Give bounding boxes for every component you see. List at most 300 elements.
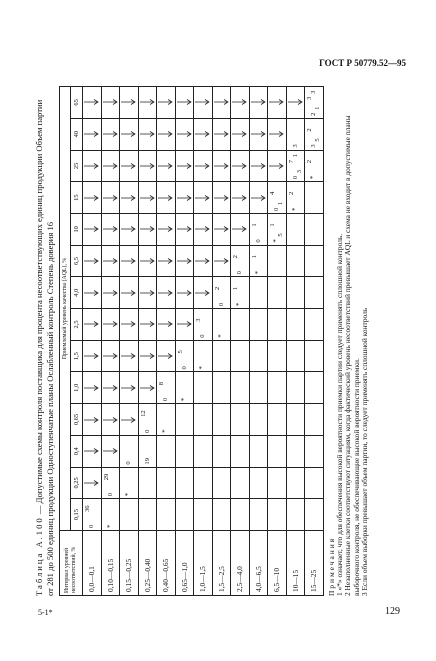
plan-cell [157,277,176,309]
full-inspection-mark: * [161,429,169,433]
plan-value: 36 [84,505,91,512]
arrow-down-icon [121,417,136,423]
plan-cell [212,182,231,214]
plan-cell [120,340,139,372]
plan-cell [305,467,324,499]
plan-value: 0 [162,397,169,402]
arrow-down-icon [158,163,173,169]
table-row [286,87,305,596]
plan-cell [83,499,102,531]
plan-cell [231,245,250,277]
plan-cell [212,87,231,119]
range-cell: 0,15—0,25 [120,531,139,596]
plan-cell [249,245,268,277]
plan-cell [175,340,194,372]
arrow-down-icon [232,99,247,105]
arrow-down-icon [103,417,118,423]
aql-header-cell: 0,15 [71,499,83,531]
arrow-down-icon [177,321,192,327]
plan-cell [157,435,176,467]
arrow-down-icon [195,131,210,137]
plan-cell [175,150,194,182]
plan-cell [175,467,194,499]
arrow-down-icon [214,195,229,201]
plan-cell [83,150,102,182]
table-row [194,87,213,596]
table-row [175,87,194,596]
plan-cell [83,245,102,277]
plan-cell [286,118,305,150]
plan-value: 0 [199,334,206,338]
arrow-down-icon [84,131,99,137]
plan-cell [157,340,176,372]
plan-cell [120,87,139,119]
plan-value: 2 [232,255,239,259]
arrow-down-icon [103,163,118,169]
plan-cell [268,467,287,499]
plan-cell [305,150,324,182]
plan-cell [101,435,120,467]
plan-value: 1 [250,255,258,259]
plan-cell [120,435,139,467]
plan-cell [120,404,139,436]
plan-cell [194,87,213,119]
full-inspection-mark: * [216,334,225,338]
arrow-down-icon [103,99,118,105]
table-caption [34,91,56,596]
plan-cell [305,435,324,467]
full-inspection-mark: * [198,365,206,370]
plan-cell [286,435,305,467]
plan-cell [231,150,250,182]
arrow-down-icon [214,258,229,264]
table-row [120,87,139,596]
aql-header-row [71,87,83,596]
arrow-down-icon [140,99,155,105]
plan-value: 0 [88,524,95,528]
plan-cell [249,467,268,499]
plan-value: 4 [269,191,276,195]
range-cell: 1,0—1,5 [194,531,213,596]
plan-cell [138,150,157,182]
plan-cell [305,404,324,436]
arrow-down-icon [158,321,173,327]
range-cell: 10—15 [286,531,305,596]
arrow-down-icon [177,226,192,232]
plan-cell [305,340,324,372]
plan-cell [286,245,305,277]
plan-cell [212,499,231,531]
plan-cell [268,340,287,372]
arrow-down-icon [121,385,136,391]
note-1: 1 «*» означает, что для обеспечения высокой вероятности приемки партии следует применять сплошной контроль. [334,233,344,596]
arrow-down-icon [103,258,118,264]
plan-cell [249,213,268,245]
plan-cell [194,499,213,531]
aql-header-cell: 65 [71,87,83,119]
arrow-down-icon [103,195,118,201]
plan-cell [268,87,287,119]
arrow-down-icon [158,226,173,232]
aql-super-header: Приемлемый уровень качества (AQL), % [60,87,71,531]
plan-cell [138,213,157,245]
plan-cell [101,87,120,119]
table-row [83,87,102,596]
aql-header-cell: 10 [71,213,83,245]
plan-cell [194,245,213,277]
arrow-down-icon [121,353,136,359]
plan-cell [138,87,157,119]
plan-cell [83,213,102,245]
acceptance-table [59,86,324,596]
plan-cell [231,340,250,372]
arrow-down-icon [121,226,136,232]
arrow-down-icon [84,353,99,359]
table-row [101,87,120,596]
plan-cell [157,87,176,119]
plan-cell [212,372,231,404]
notes-title: Примечания [326,536,336,596]
plan-value: 2 [213,286,221,291]
range-cell: 1,5—2,5 [212,531,231,596]
plan-cell [249,340,268,372]
plan-cell [175,213,194,245]
plan-cell [249,182,268,214]
arrow-down-icon [288,99,303,105]
arrow-down-icon [140,163,155,169]
aql-header-cell: 0,4 [71,435,83,467]
range-cell: 0,25—0,40 [138,531,157,596]
plan-cell [83,87,102,119]
plan-cell [212,245,231,277]
full-inspection-mark: * [290,207,299,211]
plan-cell [286,87,305,119]
arrow-down-icon [195,290,210,296]
plan-cell [231,372,250,404]
plan-cell [305,309,324,341]
arrow-down-icon [103,385,118,391]
plan-cell [138,277,157,309]
plan-cell [249,499,268,531]
plan-cell [305,277,324,309]
aql-header-cell: 1,5 [71,340,83,372]
plan-value: 1 [291,153,299,158]
arrow-down-icon [103,321,118,327]
plan-value: 2 [306,159,313,164]
plan-cell [120,467,139,499]
arrow-down-icon [84,99,99,105]
plan-cell [286,372,305,404]
plan-value: 1 [314,106,321,110]
plan-value: 3 [195,318,202,322]
plan-cell [231,467,250,499]
plan-cell [194,118,213,150]
arrow-down-icon [195,99,210,105]
arrow-down-icon [177,290,192,296]
document-header: ГОСТ Р 50779.52—95 [319,58,406,68]
plan-cell [249,309,268,341]
arrow-down-icon [103,226,118,232]
arrow-down-icon [121,99,136,105]
plan-cell [175,277,194,309]
plan-cell [120,372,139,404]
plan-cell [138,467,157,499]
aql-header-cell: 4,0 [71,277,83,309]
arrow-down-icon [121,321,136,327]
plan-cell [194,372,213,404]
plan-value: 3 [310,90,317,94]
plan-cell [157,467,176,499]
plan-cell [157,245,176,277]
arrow-down-icon [84,417,99,423]
plan-cell [286,213,305,245]
sheet-mark: 5-1* [38,608,53,617]
plan-value: 1 [269,223,276,227]
plan-cell [268,118,287,150]
plan-cell [249,404,268,436]
plan-cell [249,87,268,119]
plan-cell [194,340,213,372]
plan-cell [212,309,231,341]
arrow-down-icon [103,131,118,137]
plan-cell [286,404,305,436]
arrow-down-icon [214,131,229,137]
table-body [83,87,324,596]
plan-value: 0 [291,175,299,180]
arrow-down-icon [232,131,247,137]
plan-value: 3 [306,96,313,100]
plan-cell [305,118,324,150]
arrow-down-icon [103,448,118,454]
plan-cell [231,213,250,245]
plan-cell [157,404,176,436]
plan-value: 19 [143,458,151,465]
arrow-down-icon [84,480,99,486]
plan-value: 29 [102,473,110,481]
plan-value: 1 [250,223,258,227]
plan-cell [305,213,324,245]
plan-cell [194,435,213,467]
plan-cell [83,309,102,341]
plan-cell [120,182,139,214]
arrow-down-icon [84,448,99,454]
plan-cell [175,404,194,436]
arrow-down-icon [177,99,192,105]
plan-value: 5 [176,350,184,354]
plan-cell [194,150,213,182]
plan-cell [231,499,250,531]
plan-cell [83,467,102,499]
plan-cell [212,340,231,372]
plan-value: 2 [306,128,313,132]
note-3: 3 Если объем выборки превышает объем партии, то следует применять сплошной контроль [360,307,370,596]
plan-cell [212,467,231,499]
aql-header-cell: 15 [71,182,83,214]
plan-value: 3 [310,144,317,148]
arrow-down-icon [84,195,99,201]
plan-cell [286,499,305,531]
arrow-down-icon [158,290,173,296]
caption-text: — Допустимые схемы контроля поставщика для процента несоответствующих единиц продукции Объем партии от 281 до 500 единиц продукции Одноступенчатые планы Ослабленный контроль Степень доверия 16 [34,99,55,596]
range-cell: 0,10—0,15 [101,531,120,596]
plan-cell [120,499,139,531]
arrow-down-icon [140,131,155,137]
aql-header-cell: 0,25 [71,467,83,499]
plan-cell [268,309,287,341]
plan-value: 8 [158,381,165,386]
corner-line1: Интервал уровней [64,547,70,593]
arrow-down-icon [140,385,155,391]
plan-cell [101,213,120,245]
plan-cell [157,372,176,404]
aql-header-cell: 1,0 [71,372,83,404]
range-cell: 15—25 [305,531,324,596]
plan-cell [101,245,120,277]
plan-cell [212,150,231,182]
rotated-table-block [34,76,402,596]
arrow-down-icon [177,195,192,201]
plan-cell [138,372,157,404]
plan-cell [268,435,287,467]
plan-cell [249,150,268,182]
plan-cell [175,182,194,214]
plan-value: 3 [291,144,299,148]
aql-header-cell: 6,5 [71,245,83,277]
plan-cell [120,245,139,277]
page-number: 129 [385,606,400,617]
range-cell: 4,0—6,5 [249,531,268,596]
plan-cell [83,372,102,404]
plan-cell [305,245,324,277]
plan-value: 0 [236,271,243,275]
plan-value: 0 [125,461,132,465]
plan-cell [120,277,139,309]
full-inspection-mark: * [309,175,317,180]
full-inspection-mark: * [253,270,262,275]
plan-cell [101,309,120,341]
plan-cell [138,309,157,341]
arrow-down-icon [214,226,229,232]
plan-cell [212,118,231,150]
plan-cell [231,87,250,119]
plan-cell [231,404,250,436]
arrow-down-icon [195,258,210,264]
table-row [157,87,176,596]
plan-cell [286,277,305,309]
table-row [138,87,157,596]
range-cell: 0,65—1,0 [175,531,194,596]
plan-cell [268,245,287,277]
plan-value: 0 [217,302,225,307]
plan-cell [268,213,287,245]
plan-cell [231,435,250,467]
plan-cell [120,118,139,150]
plan-cell [83,340,102,372]
arrow-down-icon [251,131,266,137]
plan-cell [120,150,139,182]
plan-value: 0 [106,493,114,497]
plan-value: 2 [287,191,295,195]
aql-header-cell: 2,5 [71,309,83,341]
plan-cell [83,435,102,467]
plan-value: 7 [287,159,295,164]
arrow-down-icon [84,290,99,296]
table-row [249,87,268,596]
plan-value: 12 [139,410,147,417]
plan-value: 0 [180,366,188,370]
plan-cell [138,340,157,372]
aql-header-cell: 40 [71,118,83,150]
plan-cell [249,277,268,309]
arrow-down-icon [140,321,155,327]
plan-cell [157,150,176,182]
plan-cell [305,372,324,404]
aql-header-cell: 0,65 [71,404,83,436]
plan-cell [101,404,120,436]
arrow-down-icon [269,131,284,137]
arrow-down-icon [140,226,155,232]
plan-cell [249,118,268,150]
plan-cell [268,404,287,436]
plan-cell [286,150,305,182]
arrow-down-icon [232,226,247,232]
plan-cell [157,499,176,531]
plan-value: 1 [277,201,284,205]
plan-cell [286,182,305,214]
plan-cell [138,182,157,214]
plan-cell [138,499,157,531]
arrow-down-icon [140,258,155,264]
plan-cell [101,118,120,150]
range-cell: 6,5—10 [268,531,287,596]
full-inspection-mark: * [124,492,132,497]
corner-header [60,531,83,596]
plan-cell [175,499,194,531]
arrow-down-icon [251,163,266,169]
full-inspection-mark: * [179,397,188,402]
plan-cell [175,118,194,150]
aql-header-cell: 25 [71,150,83,182]
arrow-down-icon [269,99,284,105]
plan-cell [212,435,231,467]
plan-value: 0 [273,207,280,211]
plan-cell [194,309,213,341]
table-row [268,87,287,596]
plan-cell [231,182,250,214]
full-inspection-mark: * [272,239,280,243]
plan-cell [101,182,120,214]
arrow-down-icon [195,163,210,169]
arrow-down-icon [140,353,155,359]
plan-cell [194,467,213,499]
range-cell: 2,5—4,0 [231,531,250,596]
arrow-down-icon [84,163,99,169]
full-inspection-mark: * [235,302,243,307]
plan-cell [138,404,157,436]
arrow-down-icon [195,195,210,201]
arrow-down-icon [251,99,266,105]
plan-value: 5 [314,138,321,142]
arrow-down-icon [158,99,173,105]
arrow-down-icon [232,195,247,201]
arrow-down-icon [158,195,173,201]
plan-cell [101,340,120,372]
plan-cell [175,245,194,277]
range-cell: 0,40—0,65 [157,531,176,596]
full-inspection-mark: * [105,524,114,528]
arrow-down-icon [121,258,136,264]
plan-cell [101,372,120,404]
